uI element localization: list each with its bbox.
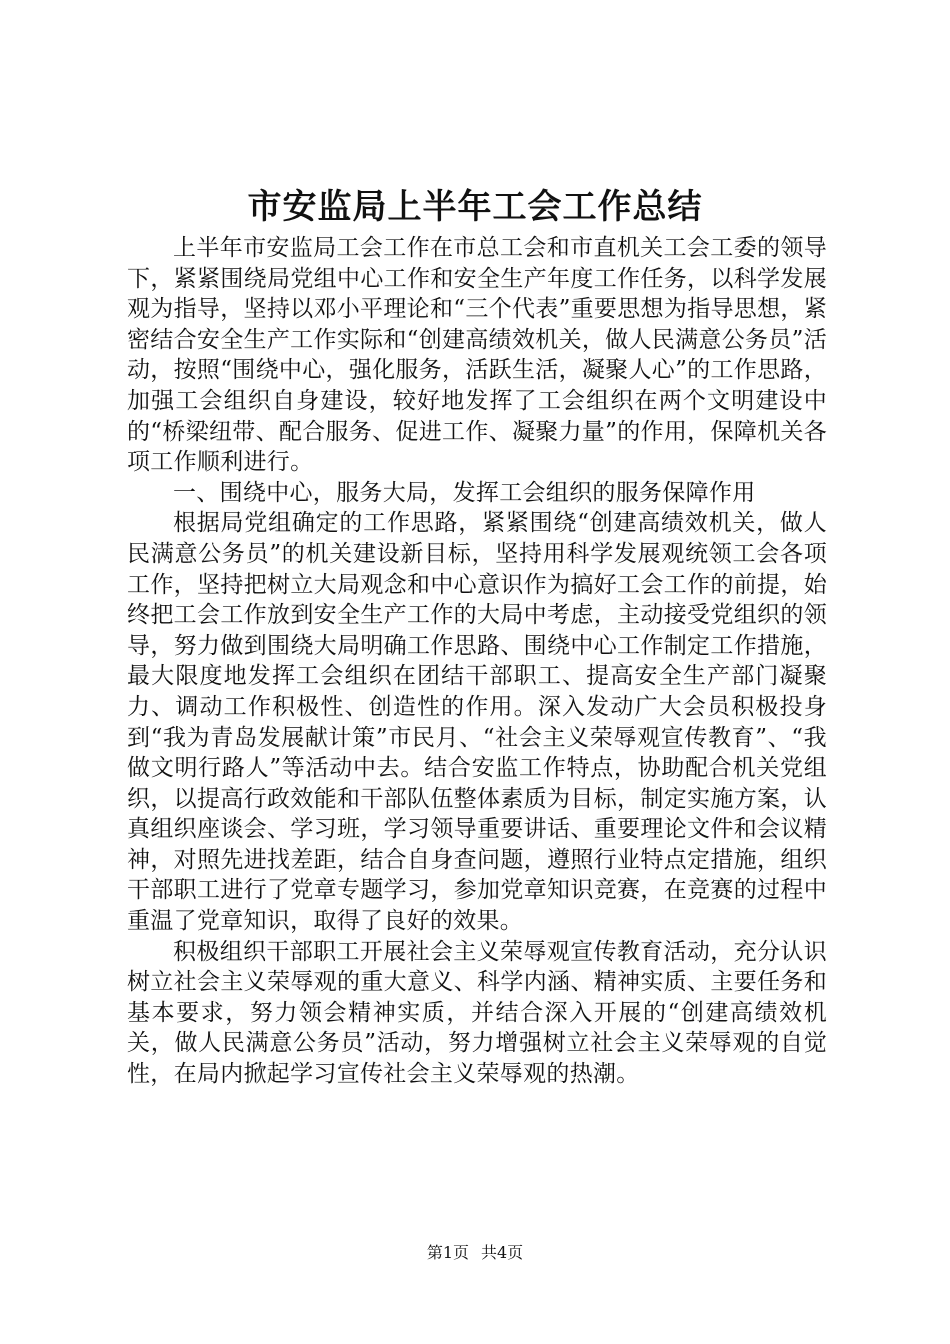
page-number: 第1页 [426, 1243, 469, 1262]
document-title: 市安监局上半年工会工作总结 [247, 187, 703, 227]
paragraph-honor-education: 积极组织干部职工开展社会主义荣辱观宣传教育活动，充分认识树立社会主义荣辱观的重大意义、科学内涵、精神实质、主要任务和基本要求，努力领会精神实质，并结合深入开展的“创建高绩效机关，做人民满意公务员”活动，努力增强树立社会主义荣辱观的自觉性，在局内掀起学习宣传社会主义荣辱观的热潮。 [127, 938, 827, 1088]
paragraph-intro: 上半年市安监局工会工作在市总工会和市直机关工会工委的领导下，紧紧围绕局党组中心工作和安全生产年度工作任务，以科学发展观为指导，坚持以邓小平理论和“三个代表”重要思想为指导思想，紧密结合安全生产工作实际和“创建高绩效机关，做人民满意公务员”活动，按照“围绕中心，强化服务，活跃生活，凝聚人心”的工作思路，加强工会组织自身建设，较好地发挥了工会组织在两个文明建设中的“桥梁纽带、配合服务、促进工作、凝聚力量”的作用，保障机关各项工作顺利进行。 [127, 235, 827, 476]
paragraph-section-1: 根据局党组确定的工作思路，紧紧围绕“创建高绩效机关，做人民满意公务员”的机关建设新目标，坚持用科学发展观统领工会各项工作，坚持把树立大局观念和中心意识作为搞好工会工作的前提，始终把工会工作放到安全生产工作的大局中考虑，主动接受党组织的领导，努力做到围绕大局明确工作思路、围绕中心工作制定工作措施，最大限度地发挥工会组织在团结干部职工、提高安全生产部门凝聚力、调动工作积极性、创造性的作用。深入发动广大会员积极投身到“我为青岛发展献计策”市民月、“社会主义荣辱观宣传教育”、“我做文明行路人”等活动中去。结合安监工作特点，协助配合机关党组织，以提高行政效能和干部队伍整体素质为目标，制定实施方案，认真组织座谈会、学习班，学习领导重要讲话、重要理论文件和会议精神，对照先进找差距，结合自身查问题，遵照行业特点定措施，组织干部职工进行了党章专题学习，参加党章知识竞赛，在竞赛的过程中重温了党章知识，取得了良好的效果。 [127, 510, 827, 935]
page-total: 共4页 [481, 1243, 524, 1262]
page-footer [0, 1242, 950, 1264]
document-body [127, 233, 827, 1090]
section-heading-1: 一、围绕中心，服务大局，发挥工会组织的服务保障作用 [173, 479, 756, 506]
